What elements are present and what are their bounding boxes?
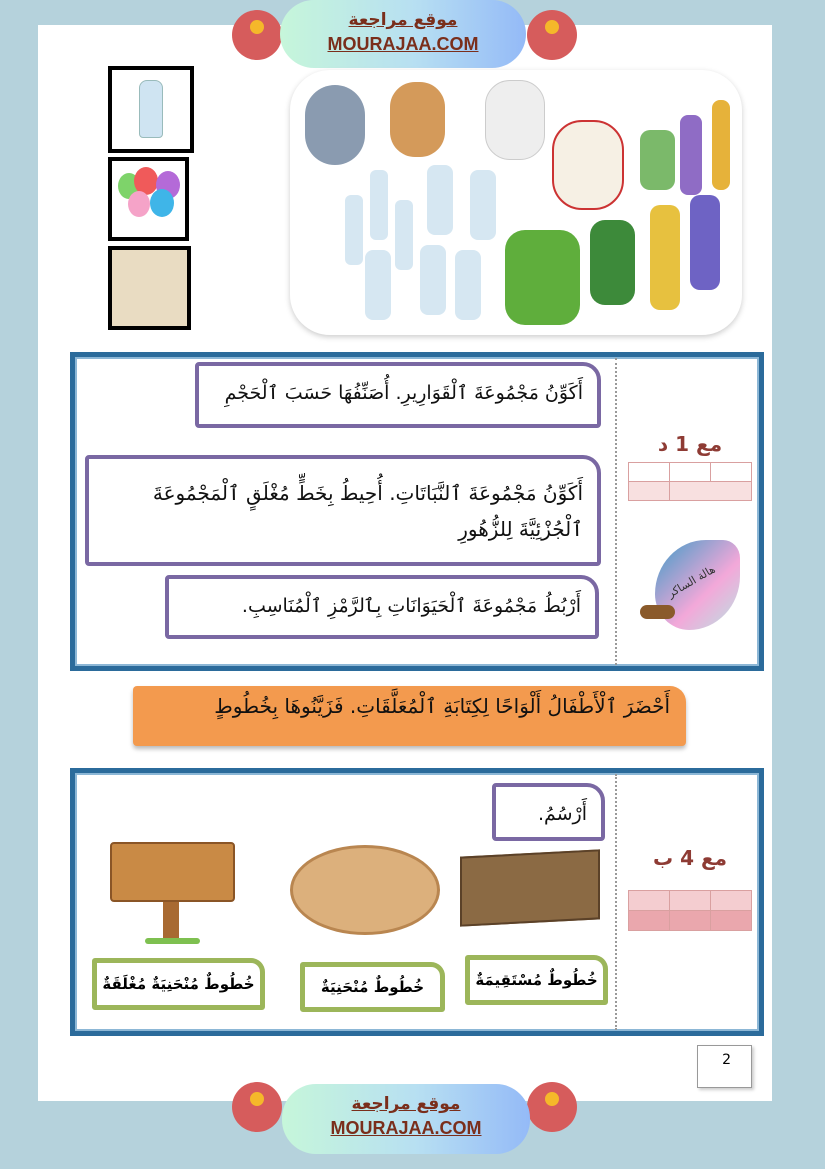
site-banner-bottom[interactable]: [282, 1084, 530, 1154]
site-logo-right: [527, 10, 577, 60]
instruction-animals: أَرْبُطُ مَجْمُوعَةَ ٱلْحَيَوَانَاتِ بِٱلرَّمْزِ ٱلْمُنَاسِبِ.: [165, 575, 599, 639]
cat-image: [305, 85, 365, 165]
plant-image: [505, 230, 580, 325]
oval-board-image: [290, 845, 440, 935]
flower-image: [680, 115, 702, 195]
flower-image: [690, 195, 720, 290]
bottles-group: [345, 165, 505, 325]
animals-symbol: [108, 246, 191, 330]
flower-image: [650, 205, 680, 310]
plant-image: [590, 220, 635, 305]
dog-image: [390, 82, 445, 157]
divider: [615, 774, 617, 1030]
page-number: 2: [697, 1045, 752, 1088]
book-icon: [545, 20, 559, 34]
instruction-bottles: أَكَوِّنُ مَجْمُوعَةَ ٱلْقَوَارِيرِ. أُصَنِّفُهَا حَسَبَ ٱلْحَجْمِ: [195, 362, 601, 428]
score-table-2: [628, 890, 752, 931]
site-logo-left: [232, 10, 282, 60]
site-name-arabic: موقع مراجعة: [348, 10, 458, 30]
site-logo-left: [232, 1082, 282, 1132]
plank-image: [460, 849, 600, 926]
book-icon: [250, 1092, 264, 1106]
criterion-code-2: مع 4 ب: [653, 846, 727, 870]
book-icon: [250, 20, 264, 34]
signpost-image: [105, 830, 240, 945]
butterfly-signature: هالة الساكر: [665, 562, 718, 601]
label-closed-curved-lines: خُطُوطٌ مُنْحَنِيَةٌ مُغْلَقَةٌ: [92, 958, 265, 1010]
bottle-symbol: [108, 66, 194, 153]
score-table-1: [628, 462, 752, 501]
book-icon: [545, 1092, 559, 1106]
site-name-english[interactable]: MOURAJAA.COM: [330, 1118, 482, 1138]
instruction-draw: أَرْسُمُ.: [492, 783, 605, 841]
criterion-code-1: مع 1 د: [657, 432, 723, 456]
site-name-arabic: موقع مراجعة: [351, 1094, 461, 1114]
collections-illustration: [290, 70, 742, 335]
label-curved-lines: خُطُوطٌ مُنْحَنِيَةٌ: [300, 962, 445, 1012]
divider: [615, 358, 617, 665]
butterfly-image: [625, 540, 740, 640]
hen-image: [552, 120, 624, 210]
flower-image: [712, 100, 730, 190]
story-banner: أَحْضَرَ ٱلْأَطْفَالُ أَلْوَاحًا لِكِتَابَةِ ٱلْمُعَلَّقَاتِ. فَزَيَّنُوهَا بِخُطُوطٍ: [133, 686, 686, 746]
label-straight-lines: خُطُوطٌ مُسْتَقِيمَةٌ: [465, 955, 608, 1005]
sheep-image: [485, 80, 545, 160]
site-name-english[interactable]: MOURAJAA.COM: [327, 34, 479, 54]
plant-image: [640, 130, 675, 190]
site-banner-top[interactable]: [280, 0, 526, 68]
balloons-symbol: [108, 157, 189, 241]
site-logo-right: [527, 1082, 577, 1132]
instruction-plants: أَكَوِّنُ مَجْمُوعَةَ ٱلنَّبَاتَاتِ. أُحِيطُ بِخَطٍّ مُغْلَقٍ ٱلْمَجْمُوعَةَ ٱلْجُزْئِيَّةَ لِلزُّهُورِ: [85, 455, 601, 566]
